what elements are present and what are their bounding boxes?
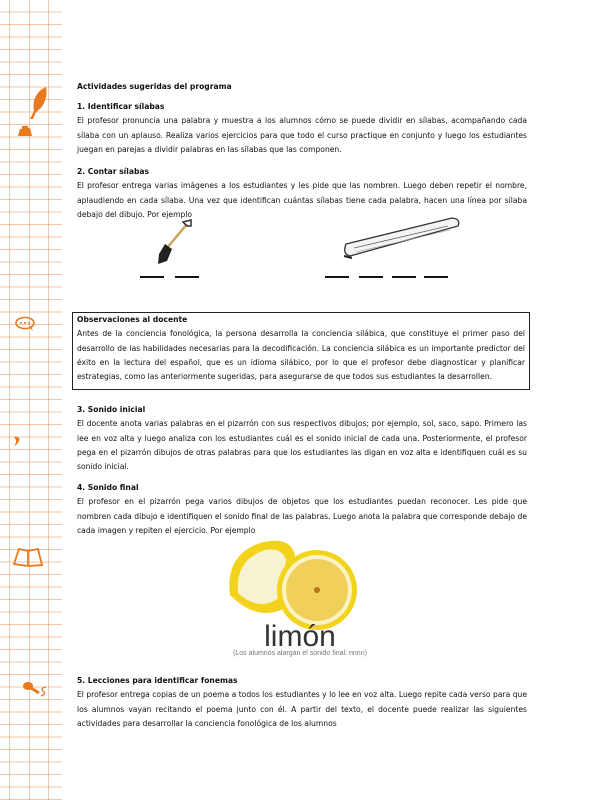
section-heading: 2. Contar sílabas [77, 167, 150, 176]
syllable-blank [359, 276, 383, 278]
example-word: limón [264, 620, 336, 653]
comma-icon [12, 432, 22, 451]
section-heading: 5. Lecciones para identificar fonemas [77, 676, 238, 685]
observations-heading: Observaciones al docente [77, 315, 188, 324]
example-caption: (Los alumnos alargan el sonido final: nnnn) [233, 650, 367, 657]
microphone-icon [22, 680, 50, 704]
observations-box [72, 312, 530, 390]
section-text: El docente anota varias palabras en el pizarrón con sus respectivos dibujos; por ejemplo, sol, saco, sapo. Primero las lee en voz alta y luego analiza con los estudiantes cuál es el sonido inicial de cada una. Posteriormente, el profesor pega en el pizarrón dibujos de otras palabras para que los estudiantes las digan en voz alta e identifiquen cuál es su sonido inicial. [77, 419, 527, 472]
section-5 [77, 674, 527, 731]
page-title: Actividades sugeridas del programa [77, 82, 232, 91]
section-heading: 3. Sonido inicial [77, 405, 146, 414]
thermometer-image [340, 214, 462, 266]
section-4 [77, 481, 527, 538]
quill-icon [26, 85, 50, 125]
syllable-blank [392, 276, 416, 278]
shovel-image [155, 218, 195, 272]
section-1 [77, 100, 527, 157]
section-text: El profesor entrega copias de un poema a todos los estudiantes y lo lee en voz alta. Luego repite cada verso para que los alumnos vayan recitando el poema junto con él. A partir del texto, el docente puede realizar las siguientes actividades para desarrollar la conciencia fonológica de los alumnos [77, 690, 527, 728]
section-text: El profesor pronuncia una palabra y muestra a los alumnos cómo se puede dividir en sílabas, acompañando cada sílaba con un aplauso. Realiza varios ejercicios para que todo el curso practique en conjunto y luego los estudiantes juegan en parejas a dividir palabras en las sílabas que las componen. [77, 116, 527, 154]
inkwell-icon [16, 122, 34, 141]
open-book-icon [11, 546, 45, 572]
section-text: El profesor entrega varias imágenes a los estudiantes y les pide que las nombren. Luego deben repetir el nombre, aplaudiendo en cada sílaba. Una vez que identifican cuántas sílabas tiene cada palabra, hacen una línea por sílaba debajo del dibujo. Por ejemplo [77, 181, 527, 219]
section-heading: 1. Identificar sílabas [77, 102, 165, 111]
section-heading: 4. Sonido final [77, 483, 139, 492]
section-3 [77, 403, 527, 474]
syllable-blank [140, 276, 164, 278]
speech-bubble-icon [14, 316, 36, 336]
syllable-blank [175, 276, 199, 278]
section-text: El profesor en el pizarrón pega varios dibujos de objetos que los estudiantes puedan reconocer. Les pide que nombren cada dibujo e identifiquen el sonido final de las palabras. Luego anota la palabra que corresponde debajo de cada imagen y repiten el ejercicio. Por ejemplo [77, 497, 527, 535]
syllable-blank [325, 276, 349, 278]
observations-text: Antes de la conciencia fonológica, la persona desarrolla la conciencia silábica, que constituye el primer paso del desarrollo de las habilidades necesarias para la decodificación. La conciencia silábica es un importante predictor del éxito en la lectura del español, que es un idioma silábico, por lo que el profesor debe diagnosticar y planificar estrategias, como las anteriormente sugeridas, para asegurarse de que todos sus estudiantes la desarrollen. [77, 329, 525, 382]
syllable-blank [424, 276, 448, 278]
